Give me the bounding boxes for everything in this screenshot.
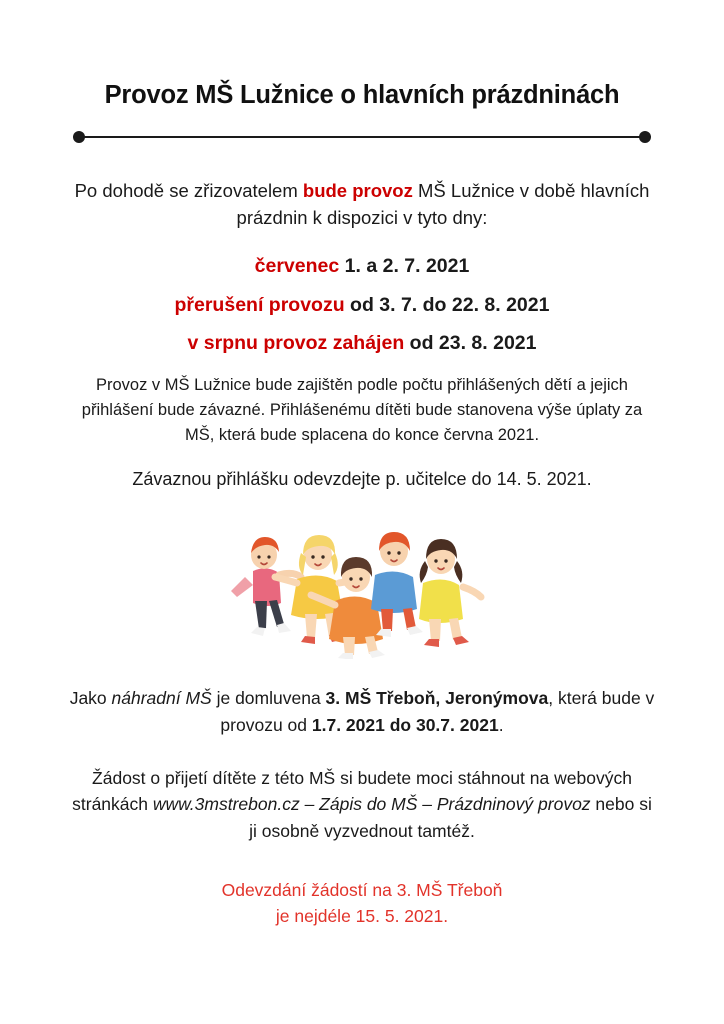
date-line-closure — [46, 293, 678, 316]
application-text-3: nebo si ji osobně vyzvednout tamtéž. — [249, 794, 652, 841]
application-text-1: Žádost o přijetí dítěte z této MŠ si budete moci stáhnout na webových stránkách — [72, 767, 632, 815]
date-line-july — [46, 257, 678, 277]
application-paragraph — [67, 765, 657, 845]
intro-paragraph — [68, 177, 656, 232]
date-value-august: od 23. 8. 2021 — [404, 332, 537, 355]
intro-before: Po dohodě se zřizovatelem — [74, 179, 303, 201]
date-value-closure: od 3. 7. do 22. 8. 2021 — [344, 293, 550, 316]
page-title: Provoz MŠ Lužnice o hlavních prázdninách — [104, 81, 620, 109]
deadline-paragraph: Závaznou přihlášku odevzdejte p. učitelce do 14. 5. 2021. — [132, 469, 592, 490]
application-website-path: www.3mstrebon.cz – Zápis do MŠ – Prázdninový provoz — [152, 794, 591, 815]
decorative-divider — [73, 131, 651, 143]
substitute-text-1: Jako — [69, 688, 112, 709]
date-value-july: 1. a 2. 7. 2021 — [339, 255, 470, 278]
children-holding-hands-icon — [227, 519, 497, 659]
substitute-text-5: , která bude v provozu od — [220, 688, 655, 736]
substitute-date-range: 1.7. 2021 do 30.7. 2021 — [311, 715, 499, 736]
footer-line-2: je nejdéle 15. 5. 2021. — [275, 905, 449, 926]
child-5 — [419, 539, 481, 647]
dates-list — [46, 257, 678, 354]
substitute-text-italic: náhradní MŠ — [111, 688, 212, 709]
substitute-school-paragraph — [67, 685, 657, 738]
child-1 — [231, 537, 301, 636]
substitute-school-name: 3. MŠ Třeboň, Jeronýmova — [325, 688, 549, 709]
divider-dot-right — [639, 131, 651, 143]
intro-after: MŠ Lužnice v době hlavních prázdnin k dispozici v tyto dny: — [236, 179, 650, 228]
date-line-august — [46, 334, 678, 354]
footer-note — [46, 878, 678, 929]
conditions-paragraph: Provoz v MŠ Lužnice bude zajištěn podle počtu přihlášených dětí a jejich přihlášení bude závazné. Přihlášenému dítěti bude stanovena výše úplaty za MŠ, která bude splacena do konce června 2021. — [81, 375, 643, 444]
date-label-july: červenec — [254, 255, 340, 278]
intro-highlight: bude provoz — [302, 179, 413, 201]
date-label-closure: přerušení provozu — [174, 293, 345, 316]
divider-bar — [79, 136, 645, 138]
substitute-text-7: . — [498, 715, 504, 736]
substitute-text-3: je domluvena — [211, 688, 326, 709]
footer-line-1: Odevzdání žádostí na 3. MŠ Třeboň — [221, 880, 503, 901]
date-label-august: v srpnu provoz zahájen — [187, 332, 405, 355]
